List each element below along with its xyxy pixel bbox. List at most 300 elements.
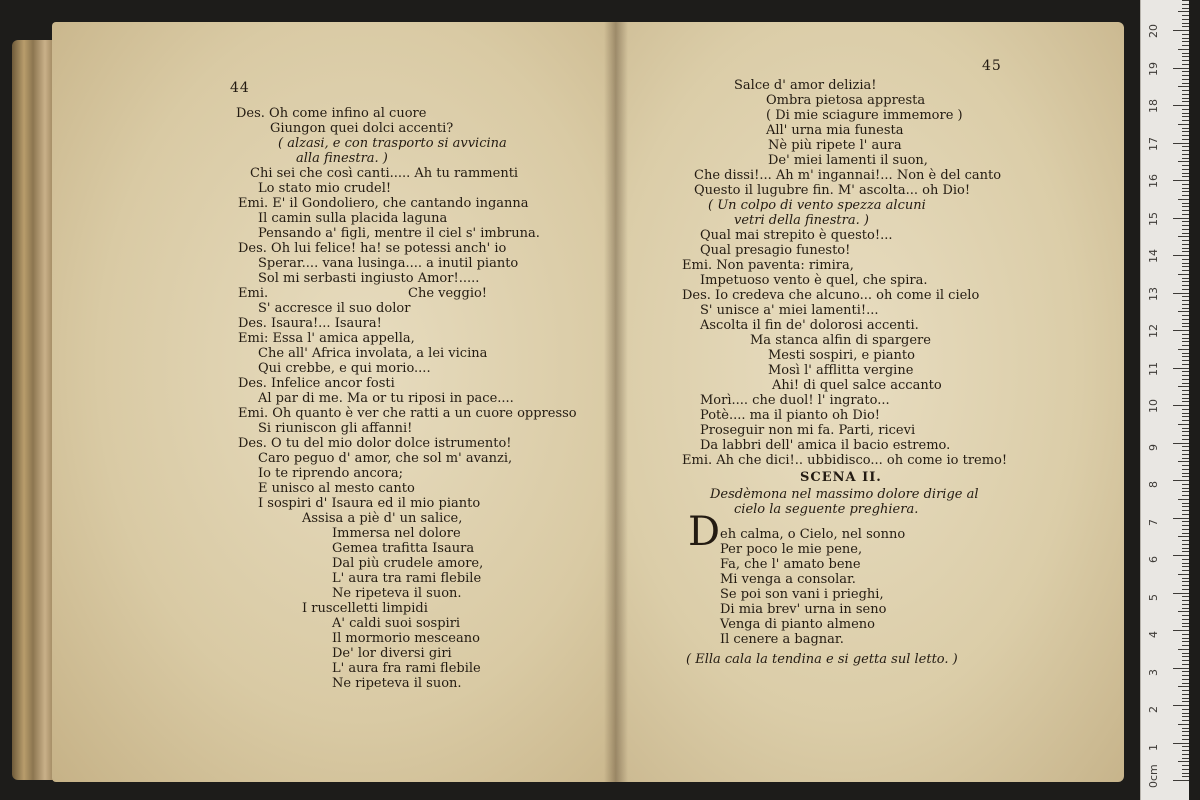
- ruler-tick: [1173, 143, 1189, 144]
- ruler-tick: [1178, 461, 1189, 462]
- ruler-tick: [1182, 735, 1189, 736]
- page-number: 45: [982, 58, 1002, 74]
- ruler-tick: [1173, 330, 1189, 331]
- measuring-ruler: [1140, 0, 1189, 800]
- ruler-tick: [1182, 416, 1189, 417]
- ruler-tick: [1182, 263, 1189, 264]
- text-line: Pensando a' figli, mentre il ciel s' imbruna.: [258, 226, 540, 241]
- ruler-tick: [1182, 131, 1189, 132]
- ruler-tick: [1182, 41, 1189, 42]
- ruler-tick: [1173, 443, 1189, 444]
- ruler-tick: [1182, 19, 1189, 20]
- text-line: Salce d' amor delizia!: [734, 78, 877, 93]
- ruler-tick: [1182, 281, 1189, 282]
- ruler-tick: [1182, 716, 1189, 717]
- ruler-tick: [1182, 323, 1189, 324]
- ruler-label: 14: [1147, 249, 1160, 263]
- ruler-tick: [1173, 218, 1189, 219]
- text-line: Assisa a piè d' un salice,: [302, 511, 463, 526]
- ruler-tick: [1182, 529, 1189, 530]
- ruler-tick: [1182, 289, 1189, 290]
- ruler-tick: [1182, 229, 1189, 230]
- ruler-tick: [1182, 101, 1189, 102]
- ruler-tick: [1182, 139, 1189, 140]
- ruler-tick: [1182, 375, 1189, 376]
- ruler-tick: [1182, 128, 1189, 129]
- ruler-tick: [1182, 690, 1189, 691]
- text-line: Des. Oh lui felice! ha! se potessi anch' io: [238, 241, 507, 256]
- ruler-tick: [1182, 184, 1189, 185]
- text-line: Mi venga a consolar.: [720, 572, 856, 587]
- ruler-tick: [1173, 105, 1189, 106]
- ruler-tick: [1178, 499, 1189, 500]
- text-line: Des. Io credeva che alcuno... oh come il cielo: [682, 288, 980, 303]
- ruler-tick: [1178, 686, 1189, 687]
- ruler-label: 4: [1147, 631, 1160, 638]
- text-line: Emi. E' il Gondoliero, che cantando inganna: [238, 196, 529, 211]
- text-line: Immersa nel dolore: [332, 526, 461, 541]
- ruler-label: 5: [1147, 593, 1160, 601]
- ruler-tick: [1182, 769, 1189, 770]
- ruler-tick: [1182, 476, 1189, 477]
- ruler-tick: [1182, 679, 1189, 680]
- text-line: Caro peguo d' amor, che sol m' avanzi,: [258, 451, 513, 466]
- ruler-tick: [1182, 315, 1189, 316]
- ruler-tick: [1182, 641, 1189, 642]
- text-line: Il mormorio mesceano: [332, 631, 480, 646]
- ruler-tick: [1182, 731, 1189, 732]
- ruler-label: 3: [1147, 668, 1160, 676]
- ruler-label: 15: [1147, 211, 1160, 226]
- ruler-label: 18: [1147, 99, 1160, 113]
- ruler-tick: [1182, 544, 1189, 545]
- ruler-tick: [1182, 570, 1189, 571]
- text-line: Il camin sulla placida laguna: [258, 211, 448, 226]
- text-line: Proseguir non mi fa. Parti, ricevi: [700, 423, 916, 438]
- ruler-tick: [1182, 173, 1189, 174]
- ruler-tick: [1182, 116, 1189, 117]
- text-line: Emi. Oh quanto è ver che ratti a un cuore oppresso: [238, 406, 577, 421]
- text-line: alla finestra. ): [296, 151, 388, 166]
- open-book: [12, 22, 1124, 784]
- text-line: Qui crebbe, e qui morio....: [258, 361, 431, 376]
- ruler-tick: [1182, 165, 1189, 166]
- ruler-tick: [1178, 161, 1189, 162]
- ruler-tick: [1182, 394, 1189, 395]
- ruler-tick: [1182, 626, 1189, 627]
- text-line: ( Ella cala la tendina e si getta sul letto. ): [686, 652, 958, 667]
- left-page: [52, 22, 616, 782]
- ruler-tick: [1182, 420, 1189, 421]
- text-line: eh calma, o Cielo, nel sonno: [720, 527, 906, 542]
- text-line: Se poi son vani i prieghi,: [720, 587, 884, 602]
- ruler-tick: [1182, 120, 1189, 121]
- ruler-tick: [1182, 304, 1189, 305]
- text-line: Si riuniscon gli affanni!: [258, 421, 413, 436]
- text-line: ( Un colpo di vento spezza alcuni: [708, 198, 926, 213]
- ruler-label: 16: [1147, 174, 1160, 188]
- text-line: A' caldi suoi sospiri: [332, 616, 461, 631]
- text-line: Des. Oh come infino al cuore: [236, 106, 427, 121]
- ruler-tick: [1182, 608, 1189, 609]
- ruler-tick: [1173, 68, 1189, 69]
- ruler-tick: [1182, 15, 1189, 16]
- ruler-tick: [1173, 668, 1189, 669]
- ruler-tick: [1178, 536, 1189, 537]
- ruler-label: 8: [1147, 481, 1160, 488]
- ruler-tick: [1182, 401, 1189, 402]
- ruler-tick: [1182, 638, 1189, 639]
- ruler-label: 10: [1147, 399, 1160, 413]
- ruler-label: 0cm: [1147, 764, 1160, 788]
- text-line: Emi.: [238, 286, 269, 301]
- ruler-tick: [1182, 566, 1189, 567]
- text-line: Desdèmona nel massimo dolore dirige al: [710, 487, 979, 502]
- ruler-tick: [1182, 454, 1189, 455]
- text-line: Des. O tu del mio dolor dolce istrumento!: [238, 436, 512, 451]
- ruler-tick: [1182, 360, 1189, 361]
- text-line: Ne ripeteva il suon.: [332, 586, 462, 601]
- ruler-tick: [1182, 158, 1189, 159]
- ruler-tick: [1182, 506, 1189, 507]
- ruler-tick: [1182, 709, 1189, 710]
- ruler-tick: [1182, 435, 1189, 436]
- ruler-tick: [1182, 390, 1189, 391]
- text-line: Lo stato mio crudel!: [258, 181, 392, 196]
- ruler-label: 20: [1147, 24, 1160, 38]
- ruler-tick: [1182, 409, 1189, 410]
- ruler-tick: [1182, 371, 1189, 372]
- text-line: Ahi! di quel salce accanto: [772, 378, 942, 393]
- ruler-label: 13: [1147, 286, 1160, 301]
- ruler-tick: [1178, 611, 1189, 612]
- ruler-tick: [1178, 311, 1189, 312]
- ruler-tick: [1182, 206, 1189, 207]
- ruler-tick: [1182, 356, 1189, 357]
- ruler-tick: [1182, 334, 1189, 335]
- ruler-tick: [1182, 581, 1189, 582]
- text-line: Che dissi!... Ah m' ingannai!... Non è del canto: [694, 168, 1002, 183]
- ruler-tick: [1182, 60, 1189, 61]
- ruler-tick: [1182, 146, 1189, 147]
- ruler-label: 12: [1147, 324, 1160, 338]
- ruler-tick: [1182, 94, 1189, 95]
- ruler-tick: [1182, 720, 1189, 721]
- ruler-tick: [1182, 154, 1189, 155]
- ruler-tick: [1173, 405, 1189, 406]
- ruler-tick: [1182, 4, 1189, 5]
- ruler-tick: [1182, 195, 1189, 196]
- ruler-tick: [1173, 255, 1189, 256]
- text-line: Questo il lugubre fin. M' ascolta... oh Dio!: [694, 183, 971, 198]
- ruler-tick: [1182, 251, 1189, 252]
- ruler-tick: [1182, 619, 1189, 620]
- text-line: Chi sei che così canti..... Ah tu rammenti: [250, 166, 519, 181]
- text-line: Dal più crudele amore,: [332, 556, 484, 571]
- ruler-tick: [1182, 495, 1189, 496]
- text-line: Ascolta il fin de' dolorosi accenti.: [700, 318, 919, 333]
- ruler-tick: [1182, 214, 1189, 215]
- ruler-tick: [1182, 604, 1189, 605]
- ruler-tick: [1182, 345, 1189, 346]
- ruler-tick: [1178, 574, 1189, 575]
- ruler-tick: [1173, 555, 1189, 556]
- text-line: Al par di me. Ma or tu riposi in pace....: [258, 391, 514, 406]
- text-line: S' accresce il suo dolor: [258, 301, 411, 316]
- text-line: Emi. Ah che dici!.. ubbidisco... oh come io tremo!: [682, 453, 1008, 468]
- ruler-tick: [1182, 664, 1189, 665]
- ruler-tick: [1182, 491, 1189, 492]
- ruler-label: 17: [1147, 136, 1160, 151]
- text-line: I sospiri d' Isaura ed il mio pianto: [258, 496, 481, 511]
- ruler-tick: [1182, 326, 1189, 327]
- ruler-tick: [1182, 750, 1189, 751]
- ruler-tick: [1182, 353, 1189, 354]
- ruler-tick: [1182, 248, 1189, 249]
- ruler-tick: [1182, 645, 1189, 646]
- ruler-tick: [1182, 765, 1189, 766]
- ruler-tick: [1182, 694, 1189, 695]
- ruler-tick: [1182, 38, 1189, 39]
- text-line: Morì.... che duol! l' ingrato...: [700, 393, 890, 408]
- ruler-tick: [1182, 746, 1189, 747]
- text-line: Che veggio!: [408, 286, 488, 301]
- ruler-tick: [1182, 109, 1189, 110]
- ruler-tick: [1182, 758, 1189, 759]
- text-line: SCENA II.: [800, 470, 882, 485]
- text-line: Giungon quei dolci accenti?: [270, 121, 454, 136]
- ruler-tick: [1182, 484, 1189, 485]
- ruler-tick: [1182, 244, 1189, 245]
- ruler-tick: [1182, 615, 1189, 616]
- ruler-tick: [1182, 701, 1189, 702]
- ruler-tick: [1178, 236, 1189, 237]
- ruler-tick: [1182, 379, 1189, 380]
- ruler-tick: [1182, 225, 1189, 226]
- page-number: 44: [230, 80, 250, 96]
- ruler-tick: [1182, 671, 1189, 672]
- text-line: Emi: Essa l' amica appella,: [238, 331, 415, 346]
- ruler-tick: [1173, 368, 1189, 369]
- ruler-tick: [1182, 413, 1189, 414]
- text-line: Emi. Non paventa: rimira,: [682, 258, 854, 273]
- ruler-tick: [1182, 113, 1189, 114]
- ruler-tick: [1182, 210, 1189, 211]
- right-page: [616, 22, 1124, 782]
- ruler-tick: [1182, 634, 1189, 635]
- ruler-label: 7: [1147, 518, 1160, 526]
- ruler-tick: [1182, 675, 1189, 676]
- ruler-tick: [1182, 0, 1189, 1]
- text-line: Che all' Africa involata, a lei vicina: [258, 346, 488, 361]
- ruler-tick: [1182, 488, 1189, 489]
- text-line: Di mia brev' urna in seno: [720, 602, 887, 617]
- ruler-tick: [1182, 341, 1189, 342]
- ruler-tick: [1182, 533, 1189, 534]
- ruler-tick: [1182, 713, 1189, 714]
- ruler-tick: [1182, 596, 1189, 597]
- text-line: Ma stanca alfin di spargere: [750, 333, 931, 348]
- text-line: Des. Isaura!... Isaura!: [238, 316, 382, 331]
- text-line: De' miei lamenti il suon,: [768, 153, 928, 168]
- ruler-tick: [1182, 319, 1189, 320]
- text-line: Ombra pietosa appresta: [766, 93, 926, 108]
- ruler-tick: [1182, 428, 1189, 429]
- ruler-tick: [1182, 176, 1189, 177]
- ruler-tick: [1182, 503, 1189, 504]
- ruler-tick: [1178, 124, 1189, 125]
- text-line: L' aura fra rami flebile: [332, 661, 481, 676]
- ruler-tick: [1182, 698, 1189, 699]
- ruler-tick: [1182, 469, 1189, 470]
- text-line: All' urna mia funesta: [766, 123, 904, 138]
- ruler-tick: [1182, 431, 1189, 432]
- ruler-label: 1: [1147, 743, 1160, 751]
- text-line: Venga di pianto almeno: [720, 617, 875, 632]
- ruler-tick: [1182, 45, 1189, 46]
- ruler-tick: [1173, 630, 1189, 631]
- ruler-tick: [1182, 285, 1189, 286]
- text-line: Qual presagio funesto!: [700, 243, 851, 258]
- ruler-tick: [1178, 424, 1189, 425]
- ruler-tick: [1178, 724, 1189, 725]
- ruler-tick: [1182, 308, 1189, 309]
- text-line: Io te riprendo ancora;: [258, 466, 403, 481]
- ruler-tick: [1173, 293, 1189, 294]
- ruler-tick: [1182, 465, 1189, 466]
- ruler-tick: [1182, 188, 1189, 189]
- ruler-tick: [1182, 364, 1189, 365]
- ruler-tick: [1182, 8, 1189, 9]
- ruler-tick: [1182, 510, 1189, 511]
- ruler-tick: [1182, 458, 1189, 459]
- ruler-tick: [1182, 600, 1189, 601]
- ruler-label: 11: [1147, 361, 1160, 376]
- ruler-tick: [1182, 589, 1189, 590]
- ruler-tick: [1182, 79, 1189, 80]
- ruler-tick: [1182, 773, 1189, 774]
- ruler-tick: [1182, 259, 1189, 260]
- ruler-tick: [1182, 83, 1189, 84]
- ruler-tick: [1182, 64, 1189, 65]
- ruler-tick: [1182, 548, 1189, 549]
- ruler-tick: [1182, 525, 1189, 526]
- ruler-tick: [1182, 270, 1189, 271]
- ruler-tick: [1182, 578, 1189, 579]
- text-line: Qual mai strepito è questo!...: [700, 228, 893, 243]
- ruler-tick: [1182, 221, 1189, 222]
- text-line: Des. Infelice ancor fosti: [238, 376, 395, 391]
- text-line: Da labbri dell' amica il bacio estremo.: [700, 438, 951, 453]
- ruler-label: 19: [1147, 61, 1160, 76]
- ruler-tick: [1182, 75, 1189, 76]
- ruler-tick: [1178, 11, 1189, 12]
- ruler-tick: [1182, 338, 1189, 339]
- ruler-tick: [1173, 743, 1189, 744]
- ruler-tick: [1182, 585, 1189, 586]
- ruler-tick: [1182, 383, 1189, 384]
- ruler-tick: [1182, 296, 1189, 297]
- text-line: Ne ripeteva il suon.: [332, 676, 462, 691]
- text-line: S' unisce a' miei lamenti!...: [700, 303, 879, 318]
- ruler-tick: [1182, 266, 1189, 267]
- ruler-tick: [1182, 473, 1189, 474]
- text-line: ( Di mie sciagure immemore ): [766, 108, 963, 123]
- text-line: Mosì l' afflitta vergine: [768, 363, 914, 378]
- book-gutter: [604, 22, 628, 782]
- ruler-tick: [1182, 169, 1189, 170]
- ruler-tick: [1182, 660, 1189, 661]
- ruler-tick: [1182, 240, 1189, 241]
- ruler-tick: [1182, 191, 1189, 192]
- ruler-tick: [1182, 56, 1189, 57]
- ruler-tick: [1178, 49, 1189, 50]
- text-line: Fa, che l' amato bene: [720, 557, 861, 572]
- ruler-tick: [1182, 300, 1189, 301]
- ruler-label: 2: [1147, 706, 1160, 713]
- ruler-tick: [1182, 53, 1189, 54]
- text-line: Per poco le mie pene,: [720, 542, 863, 557]
- ruler-tick: [1178, 274, 1189, 275]
- ruler-label: 9: [1147, 443, 1160, 451]
- ruler-tick: [1178, 649, 1189, 650]
- ruler-tick: [1173, 705, 1189, 706]
- ruler-tick: [1173, 780, 1189, 781]
- ruler-tick: [1182, 34, 1189, 35]
- ruler-tick: [1182, 559, 1189, 560]
- ruler-tick: [1182, 71, 1189, 72]
- ruler-tick: [1182, 135, 1189, 136]
- ruler-tick: [1178, 349, 1189, 350]
- ruler-tick: [1182, 278, 1189, 279]
- text-line: Gemea trafitta Isaura: [332, 541, 475, 556]
- text-line: Sol mi serbasti ingiusto Amor!.....: [258, 271, 480, 286]
- ruler-tick: [1173, 180, 1189, 181]
- ruler-tick: [1182, 683, 1189, 684]
- ruler-tick: [1182, 514, 1189, 515]
- text-line: Sperar.... vana lusinga.... a inutil pianto: [258, 256, 519, 271]
- text-line: ( alzasi, e con trasporto si avvicina: [278, 136, 507, 151]
- drop-cap: D: [688, 509, 721, 555]
- ruler-tick: [1182, 26, 1189, 27]
- ruler-tick: [1182, 398, 1189, 399]
- text-line: cielo la seguente preghiera.: [734, 502, 919, 517]
- text-line: vetri della finestra. ): [734, 213, 869, 228]
- ruler-tick: [1178, 86, 1189, 87]
- ruler-tick: [1182, 653, 1189, 654]
- ruler-tick: [1182, 450, 1189, 451]
- ruler-tick: [1182, 203, 1189, 204]
- ruler-tick: [1182, 728, 1189, 729]
- text-line: De' lor diversi giri: [332, 646, 452, 661]
- ruler-tick: [1178, 199, 1189, 200]
- ruler-tick: [1182, 656, 1189, 657]
- ruler-tick: [1182, 233, 1189, 234]
- ruler-tick: [1173, 593, 1189, 594]
- text-line: Nè più ripete l' aura: [768, 138, 902, 153]
- text-line: Mesti sospiri, e pianto: [768, 348, 915, 363]
- text-line: E unisco al mesto canto: [258, 481, 415, 496]
- ruler-tick: [1182, 150, 1189, 151]
- ruler-tick: [1182, 446, 1189, 447]
- ruler-tick: [1173, 30, 1189, 31]
- ruler-tick: [1182, 776, 1189, 777]
- ruler-tick: [1182, 23, 1189, 24]
- text-line: Impetuoso vento è quel, che spira.: [700, 273, 928, 288]
- ruler-label: 6: [1147, 556, 1160, 563]
- text-line: I ruscelletti limpidi: [302, 601, 428, 616]
- text-line: L' aura tra rami flebile: [332, 571, 482, 586]
